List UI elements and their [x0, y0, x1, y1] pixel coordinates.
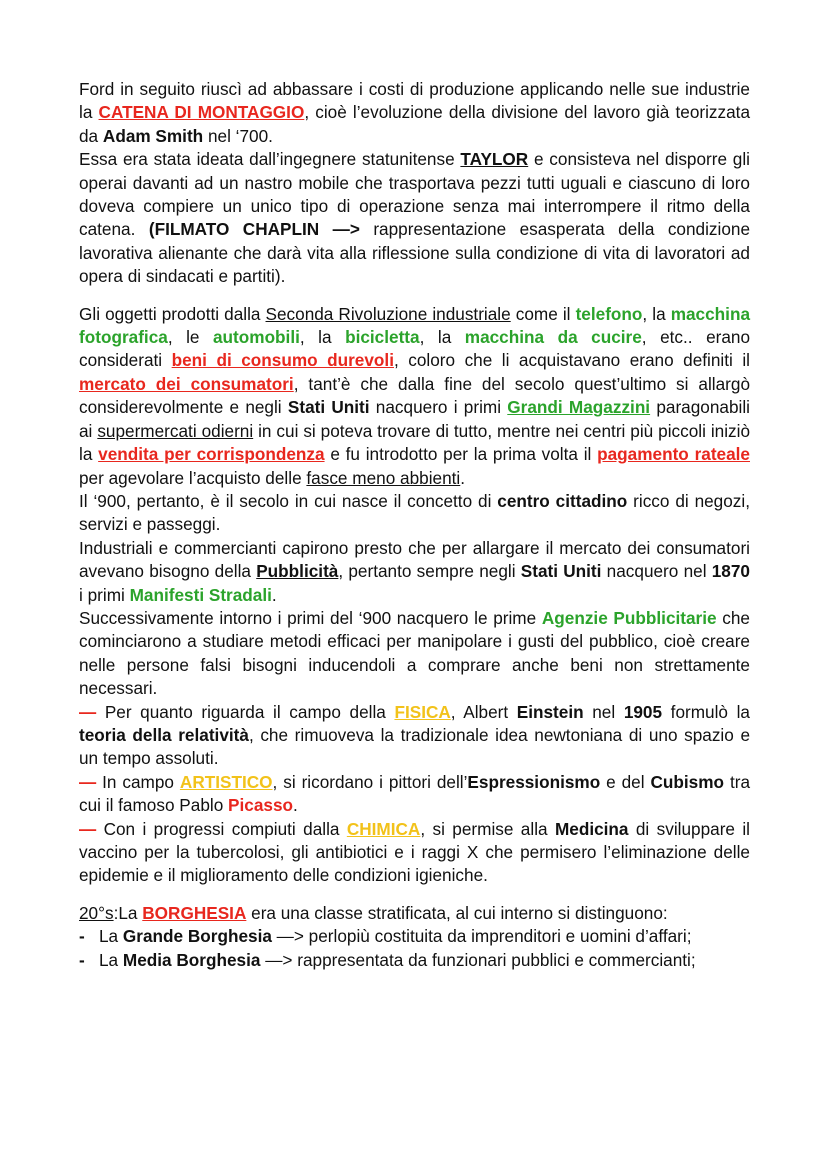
paragraph: [79, 902, 750, 925]
emphasis-text: CHIMICA: [346, 818, 421, 839]
paragraph: [79, 818, 750, 888]
text-run: In campo: [102, 771, 180, 792]
text-run: era una classe stratificata, al cui interno si distinguono:: [246, 902, 668, 923]
text-run: —> perlopiù costituita da imprenditori e uomini d’affari;: [271, 926, 692, 947]
text-run: i primi: [79, 584, 130, 605]
text-run: Con i progressi compiuti dalla: [103, 818, 347, 839]
text-run: Per quanto riguarda il campo della: [104, 701, 395, 722]
emphasis-text: supermercati odierni: [97, 420, 254, 441]
emphasis-text: Adam Smith: [102, 125, 204, 146]
emphasis-text: mercato dei consumatori: [79, 373, 294, 394]
bullet-marker: -: [79, 926, 85, 947]
emphasis-text: —: [79, 701, 105, 722]
emphasis-text: —: [79, 818, 104, 839]
bullet-marker: -: [79, 949, 85, 970]
emphasis-text: Seconda Rivoluzione industriale: [265, 303, 511, 324]
text-run: .: [293, 795, 298, 816]
emphasis-text: pagamento rateale: [597, 444, 750, 465]
paragraph: [79, 537, 750, 607]
text-run: Il ‘900, pertanto, è il secolo in cui nasce il concetto di: [79, 490, 498, 511]
bullet-text: [99, 949, 750, 972]
text-run: paragonabili ai: [79, 397, 750, 441]
text-run: e fu introdotto per la prima volta il: [324, 444, 598, 465]
emphasis-text: Grande Borghesia: [122, 926, 272, 947]
emphasis-text: Pubblicità: [256, 561, 339, 582]
emphasis-text: vendita per corrispondenza: [98, 444, 325, 465]
emphasis-text: Grandi Magazzini: [507, 397, 651, 418]
paragraph: [79, 148, 750, 288]
emphasis-text: centro cittadino: [497, 490, 628, 511]
emphasis-text: 1905: [623, 701, 663, 722]
emphasis-text: Espressionismo: [467, 771, 601, 792]
emphasis-text: Cubismo: [650, 771, 725, 792]
text-run: .: [460, 467, 466, 488]
text-run: nel ‘700.: [203, 125, 273, 146]
text-run: rappresentazione esasperata della condizione lavorativa alienante che darà vita alla riflessione sulla condizione di vita di lavoratori ad opera di sindacati e partiti).: [79, 219, 751, 287]
emphasis-text: Einstein: [516, 701, 584, 722]
emphasis-text: Picasso: [228, 795, 294, 816]
text-run: , che rimuoveva la tradizionale idea newtoniana di uno spazio e un tempo assoluti.: [79, 724, 751, 769]
text-run: nel: [583, 701, 624, 722]
text-run: Successivamente intorno i primi del ‘900 nacquero le prime: [79, 607, 542, 628]
paragraph: [79, 771, 750, 818]
emphasis-text: TAYLOR: [460, 149, 529, 170]
emphasis-text: automobili: [213, 327, 300, 348]
emphasis-text: Stati Uniti: [287, 397, 370, 418]
paragraph: [79, 303, 750, 490]
text-run: , tant’è che dalla fine del secolo quest’ultimo si allargò considerevolmente e negli: [79, 373, 750, 418]
text-run: .: [271, 584, 277, 605]
emphasis-text: bicicletta: [345, 327, 420, 348]
text-run: :La: [113, 902, 143, 923]
paragraph: [79, 78, 750, 148]
text-run: nacquero nel: [601, 561, 712, 582]
emphasis-text: —: [79, 771, 103, 792]
text-run: , la: [419, 327, 465, 348]
paragraph: [79, 490, 750, 537]
emphasis-text: ARTISTICO: [179, 771, 273, 792]
text-run: tra cui il famoso Pablo: [79, 771, 750, 816]
text-run: , le: [167, 327, 213, 348]
text-run: , si ricordano i pittori dell’: [272, 771, 468, 792]
text-run: di sviluppare il vaccino per la tubercolosi, gli antibiotici e i raggi X che permisero l’eliminazione delle epidemie e il miglioramento delle condizioni igieniche.: [79, 818, 750, 886]
bullet-text: [99, 925, 750, 948]
text-run: Industriali e commercianti capirono presto che per allargare il mercato dei consumatori avevano bisogno della: [79, 537, 750, 582]
text-run: , la: [642, 303, 671, 324]
emphasis-text: teoria della relatività: [79, 724, 249, 745]
emphasis-text: telefono: [575, 303, 643, 324]
emphasis-text: fasce meno abbienti: [306, 467, 461, 488]
text-run: ricco di negozi, servizi e passeggi.: [79, 490, 750, 535]
text-run: formulò la: [662, 701, 750, 722]
text-run: , etc.. erano considerati: [79, 327, 751, 371]
paragraph: [79, 607, 750, 701]
text-run: , coloro che li acquistavano erano definiti il: [393, 350, 750, 371]
text-run: , Albert: [450, 701, 517, 722]
emphasis-text: macchina fotografica: [79, 303, 751, 348]
bullet-item: [79, 949, 750, 972]
text-run: —> rappresentata da funzionari pubblici e commercianti;: [260, 949, 696, 970]
text-run: La: [99, 926, 123, 947]
emphasis-text: Manifesti Stradali: [129, 584, 272, 605]
text-run: , si permise alla: [420, 818, 555, 839]
emphasis-text: 20°s: [79, 902, 114, 923]
text-run: che cominciarono a studiare metodi efficaci per manipolare i gusti del pubblico, cioè creare nelle persone falsi bisogni inducendoli a comprare anche beni non strettamente necessari.: [79, 607, 750, 699]
emphasis-text: BORGHESIA: [142, 902, 247, 923]
text-run: Essa era stata ideata dall’ingegnere statunitense: [79, 149, 461, 170]
emphasis-text: (FILMATO CHAPLIN —>: [148, 219, 360, 240]
text-run: nacquero i primi: [369, 397, 508, 418]
emphasis-text: beni di consumo durevoli: [171, 350, 394, 371]
text-run: e consisteva nel disporre gli operai davanti ad un nastro mobile che trasportava pezzi tutti uguali e ciascuno di loro doveva compiere un unico tipo di operazione senza mai interrompere il ritmo della catena.: [79, 149, 750, 240]
paragraph: [79, 701, 750, 771]
emphasis-text: macchina da cucire: [464, 327, 642, 348]
text-run: , la: [299, 327, 346, 348]
text-run: Ford in seguito riuscì ad abbassare i costi di produzione applicando nelle sue industrie la: [79, 79, 750, 123]
text-run: , cioè l’evoluzione della divisione del lavoro già teorizzata da: [79, 102, 750, 146]
emphasis-text: CATENA DI MONTAGGIO: [98, 102, 305, 123]
emphasis-text: Stati Uniti: [520, 561, 602, 582]
text-run: Gli oggetti prodotti dalla: [79, 303, 266, 324]
text-run: , pertanto sempre negli: [338, 561, 521, 582]
text-run: per agevolare l’acquisto delle: [79, 467, 307, 488]
text-run: e del: [600, 771, 651, 792]
text-run: come il: [510, 303, 576, 324]
text-run: in cui si poteva trovare di tutto, mentre nei centri più piccoli iniziò la: [79, 420, 751, 465]
emphasis-text: Agenzie Pubblicitarie: [541, 607, 717, 628]
emphasis-text: Media Borghesia: [122, 949, 261, 970]
text-run: La: [99, 949, 123, 970]
emphasis-text: FISICA: [394, 701, 451, 722]
bullet-item: [79, 925, 750, 948]
emphasis-text: Medicina: [554, 818, 629, 839]
emphasis-text: 1870: [711, 561, 750, 582]
